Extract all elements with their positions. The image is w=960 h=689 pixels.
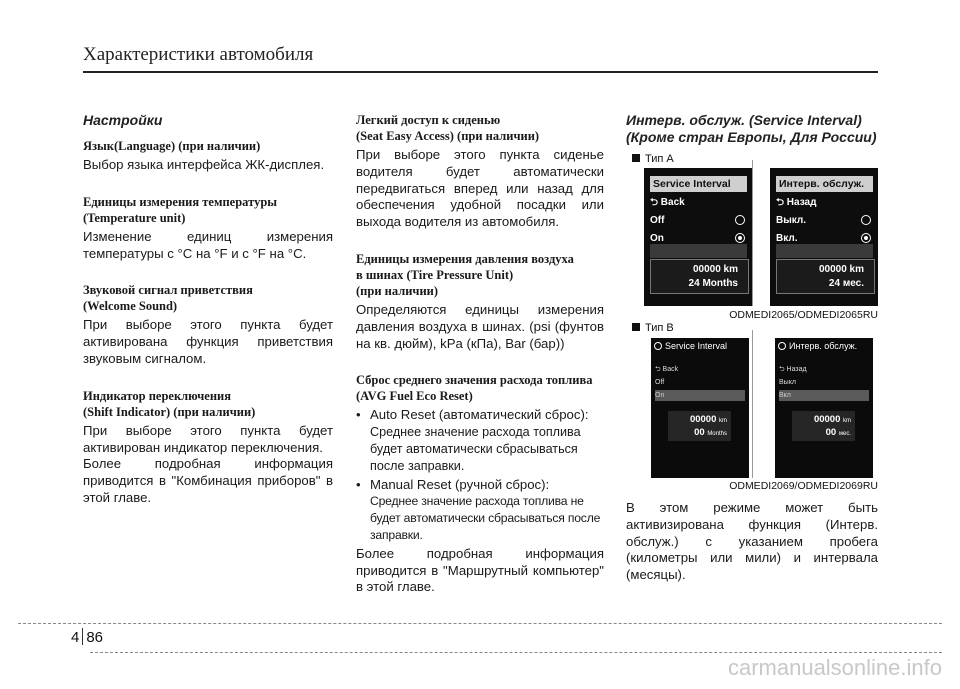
column-2	[356, 112, 604, 609]
screen-title: Service Interval	[651, 340, 749, 353]
figure-a-code: ODMEDI2065/ODMEDI2065RU	[729, 309, 878, 321]
temperature-heading-2: (Temperature unit)	[83, 210, 186, 225]
screen-months-value: 00 мес.	[825, 427, 851, 438]
figure-type-b-label	[632, 322, 674, 334]
screen-months-value: 24 Months	[688, 278, 738, 289]
screen-on-item: On	[650, 232, 747, 245]
clock-icon	[778, 342, 786, 350]
screen-off-item: Off	[650, 214, 747, 227]
screen-interval-box	[776, 259, 875, 294]
screen-selection-highlight	[650, 244, 747, 258]
screen-interval-box	[668, 411, 731, 441]
screen-type-a-english	[644, 168, 752, 306]
screen-on-item: Вкл	[779, 390, 869, 401]
figure-type-b-text: Тип B	[645, 322, 674, 334]
tire-pressure-text: Определяются единицы измерения давления воздуха в шинах. (psi (фунтов на кв. дюйм), kPa (кПа), Bar (бар))	[356, 301, 604, 351]
screen-back-item: ⮌ Назад	[776, 197, 817, 208]
list-item: • Manual Reset (ручной сброс):	[356, 476, 550, 492]
language-text: Выбор языка интерфейса ЖК-дисплея.	[83, 157, 325, 172]
bullet-auto-reset-detail: Среднее значение расхода топлива будет автоматически сбрасываться после заправки.	[370, 425, 581, 473]
welcome-sound-heading-1: Звуковой сигнал приветствия	[83, 283, 253, 298]
screen-off-item: Off	[655, 379, 665, 386]
shift-indicator-heading-2: (Shift Indicator) (при наличии)	[83, 404, 256, 419]
radio-on-icon	[861, 233, 871, 243]
column-3	[626, 112, 878, 146]
screen-type-b-english	[651, 338, 749, 478]
seat-access-heading-1: Легкий доступ к сиденью	[356, 113, 501, 127]
screen-on-item: Вкл.	[776, 232, 873, 245]
screen-months-value: 00 Months	[694, 427, 727, 438]
footer-dashed-rule-2	[90, 652, 942, 653]
radio-off-icon	[861, 215, 871, 225]
screen-title: Service Interval	[650, 176, 747, 192]
clock-icon	[654, 342, 662, 350]
screen-on-item: On	[655, 390, 745, 401]
figure-type-a-label	[632, 153, 674, 165]
screen-title: Интерв. обслуж.	[775, 340, 873, 353]
bullet-manual-reset: Manual Reset (ручной сброс):	[370, 476, 550, 492]
screen-type-b-russian	[775, 338, 873, 478]
shift-indicator-text: При выборе этого пункта будет активирован индикатор переключения.	[83, 422, 333, 455]
language-heading: Язык(Language) (при наличии)	[83, 139, 261, 153]
figure-a-divider	[752, 160, 753, 306]
section-title-settings: Настройки	[83, 112, 163, 128]
tire-pressure-heading-1: Единицы измерения давления воздуха	[356, 251, 574, 266]
welcome-sound-text: При выборе этого пункта будет активирована функция приветствия звуковым сигналом.	[83, 317, 333, 366]
shift-indicator-more: Более подробная информация приводится в "Комбинация приборов" в этой главе.	[83, 456, 333, 505]
shift-indicator-heading-1: Индикатор переключения	[83, 388, 231, 403]
screen-km-value: 00000 km	[813, 414, 851, 425]
screen-km-value: 00000 km	[689, 414, 727, 425]
screen-months-value: 24 мес.	[828, 278, 864, 289]
header-rule	[83, 71, 878, 73]
bullet-manual-reset-detail: Среднее значение расхода топлива не будет автоматически сбрасываться после заправки.	[370, 494, 601, 542]
screen-type-a-russian	[770, 168, 878, 306]
figure-type-a-text: Тип A	[645, 153, 674, 165]
page-number: 4 86	[71, 629, 104, 646]
screen-selection-highlight	[776, 244, 873, 258]
screen-interval-box	[650, 259, 749, 294]
service-interval-text: В этом режиме может быть активизирована функция (Интерв. обслуж.) с указанием пробега (километры или мили) и интервала (месяцы).	[626, 500, 878, 583]
figure-b-code: ODMEDI2069/ODMEDI2069RU	[729, 480, 878, 492]
screen-off-item: Выкл	[779, 379, 796, 386]
welcome-sound-heading-2: (Welcome Sound)	[83, 299, 178, 314]
screen-title: Интерв. обслуж.	[776, 176, 873, 192]
tire-pressure-heading-2: в шинах (Tire Pressure Unit)	[356, 267, 514, 282]
bullet-auto-reset: Auto Reset (автоматический сброс):	[370, 407, 589, 423]
screen-back-item: ⮌ Back	[655, 366, 679, 373]
screen-back-item: ⮌ Back	[650, 197, 685, 208]
service-interval-title-1: Интерв. обслуж. (Service Interval)	[626, 112, 862, 128]
screen-interval-box	[792, 411, 855, 441]
screen-km-value: 00000 km	[818, 264, 864, 275]
square-bullet-icon	[632, 323, 640, 331]
fuel-reset-heading-2: (AVG Fuel Eco Reset)	[356, 389, 473, 404]
square-bullet-icon	[632, 154, 640, 162]
radio-off-icon	[735, 215, 745, 225]
list-item: • Auto Reset (автоматический сброс):	[356, 407, 589, 423]
seat-access-heading-2: (Seat Easy Access) (при наличии)	[356, 129, 540, 143]
fuel-reset-more: Более подробная информация приводится в "Маршрутный компьютер" в этой главе.	[356, 545, 604, 595]
page-number-divider	[82, 628, 83, 645]
screen-km-value: 00000 km	[692, 264, 738, 275]
service-interval-title-2: (Кроме стран Европы, Для России)	[626, 129, 877, 145]
screen-back-item: ⮌ Назад	[779, 366, 807, 373]
column-1	[83, 112, 333, 520]
seat-access-text: При выборе этого пункта сиденье водителя будет автоматически передвигаться вперед или назад для обеспечения удобной посадки или выхода водителя из автомобиля.	[356, 147, 604, 230]
screen-off-item: Выкл.	[776, 214, 873, 227]
watermark: carmanualsonline.info	[727, 655, 942, 680]
page-header-title: Характеристики автомобиля	[83, 44, 314, 65]
temperature-text: Изменение единиц измерения температуры с °C на °F и с °F на °C.	[83, 228, 333, 261]
tire-pressure-heading-3: (при наличии)	[356, 283, 439, 298]
fuel-reset-heading-1: Сброс среднего значения расхода топлива	[356, 373, 593, 388]
figure-b-divider	[752, 330, 753, 478]
footer-dashed-rule	[18, 623, 942, 624]
radio-on-icon	[735, 233, 745, 243]
temperature-heading-1: Единицы измерения температуры	[83, 194, 278, 209]
